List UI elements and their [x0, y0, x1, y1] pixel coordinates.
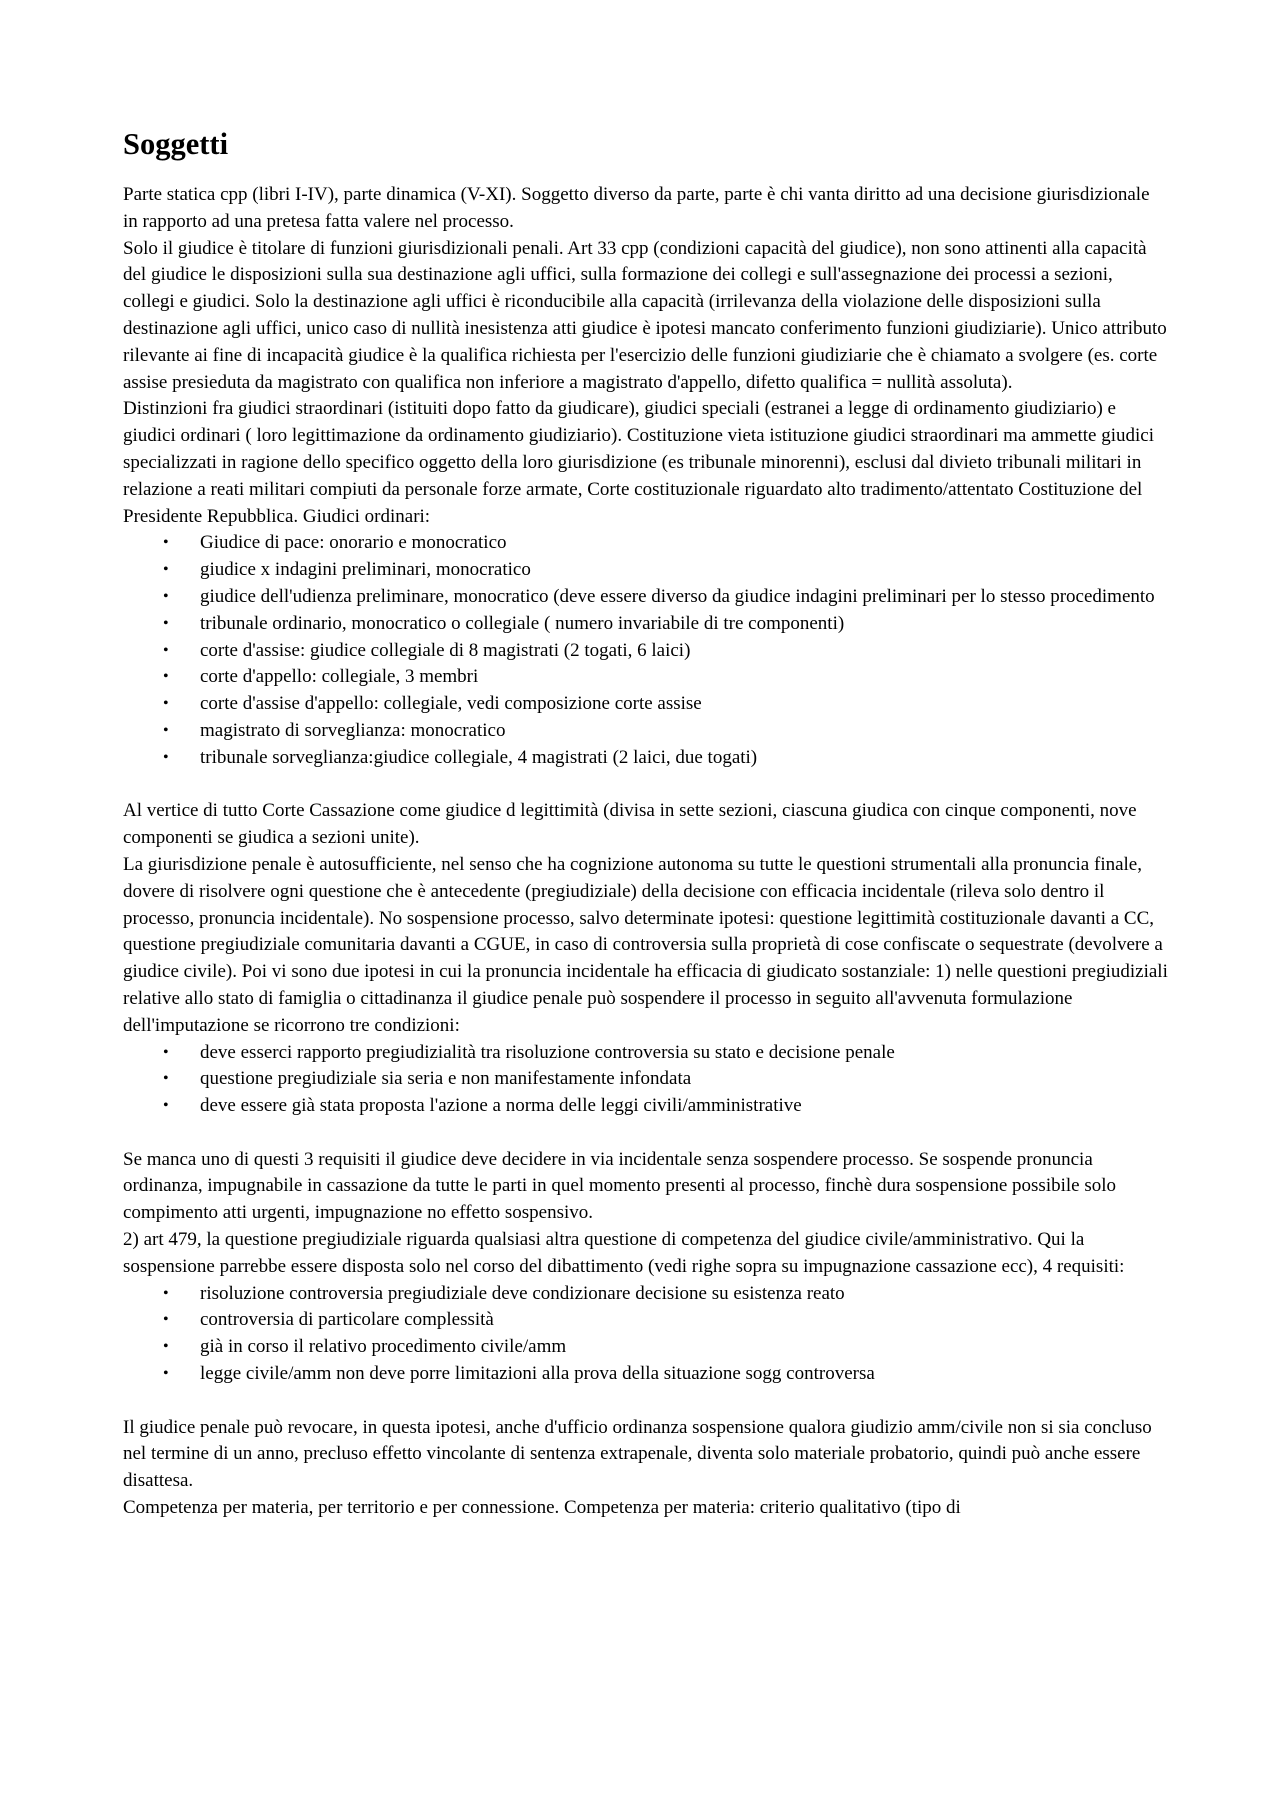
paragraph-distinzioni-giudici: Distinzioni fra giudici straordinari (istituiti dopo fatto da giudicare), giudici speciali (estranei a legge di ordinamento giudiziario) e giudici ordinari ( loro legittimazione da ordinamento giudiziario). Costituzione vieta istituzione giudici straordinari ma ammette giudici specializzati in ragione dello specifico oggetto della loro giurisdizione (es tribunale minorenni), esclusi dal divieto tribunali militari in relazione a reati militari compiuti da personale forze armate, Corte costituzionale riguardato alto tradimento/attentato Costituzione del Presidente Repubblica. Giudici ordinari: — [123, 398, 1155, 527]
bullet-icon: • — [163, 561, 169, 579]
list-item: • questione pregiudiziale sia seria e non manifestamente infondata — [123, 1066, 1168, 1093]
bullet-icon: • — [163, 1284, 169, 1302]
bullet-icon: • — [163, 1365, 169, 1383]
list-giudici-ordinari — [123, 530, 1168, 771]
bullet-icon: • — [163, 1311, 169, 1329]
list-item: • giudice x indagini preliminari, monocratico — [123, 557, 1168, 584]
page-title: Soggetti — [123, 127, 229, 161]
paragraph-corte-cassazione: Al vertice di tutto Corte Cassazione come giudice d legittimità (divisa in sette sezioni, ciascuna giudica con cinque componenti, nove componenti se giudica a sezioni unite). — [123, 800, 1137, 849]
list-item: • corte d'assise d'appello: collegiale, vedi composizione corte assise — [123, 691, 1168, 718]
bullet-icon: • — [163, 587, 169, 605]
paragraph-requisiti-mancanti: Se manca uno di questi 3 requisiti il giudice deve decidere in via incidentale senza sospendere processo. Se sospende pronuncia ordinanza, impugnabile in cassazione da tutte le parti in quel momento presenti al processo, finchè dura sospensione possibile solo compimento atti urgenti, impugnazione no effetto sospensivo. — [123, 1148, 1117, 1224]
list-item: • deve essere già stata proposta l'azione a norma delle leggi civili/amministrative — [123, 1093, 1168, 1120]
bullet-icon: • — [163, 1097, 169, 1115]
list-item: • risoluzione controversia pregiudiziale deve condizionare decisione su esistenza reato — [123, 1281, 1168, 1308]
list-item: • giudice dell'udienza preliminare, monocratico (deve essere diverso da giudice indagini preliminari per lo stesso procedimento — [123, 584, 1168, 611]
bullet-icon: • — [163, 668, 169, 686]
paragraph-giurisdizione-autosufficiente: La giurisdizione penale è autosufficiente, nel senso che ha cognizione autonoma su tutte le questioni strumentali alla pronuncia finale, dovere di risolvere ogni questione che è antecedente (pregiudiziale) della decisione con efficacia incidentale (rileva solo dentro il processo, pronuncia incidentale). No sospensione processo, salvo determinate ipotesi: questione legittimità costituzionale davanti a CC, questione pregiudiziale comunitaria davanti a CGUE, in caso di controversia sulla proprietà di cose confiscate o sequestrate (devolvere a giudice civile). Poi vi sono due ipotesi in cui la pronuncia incidentale ha efficacia di giudicato sostanziale: 1) nelle questioni pregiudiziali relative allo stato di famiglia o cittadinanza il giudice penale può sospendere il processo in seguito all'avvenuta formulazione dell'imputazione se ricorrono tre condizioni: — [123, 853, 1168, 1036]
bullet-icon: • — [163, 614, 169, 632]
paragraph-revoca-ordinanza: Il giudice penale può revocare, in questa ipotesi, anche d'ufficio ordinanza sospensione qualora giudizio amm/civile non si sia concluso nel termine di un anno, precluso effetto vincolante di sentenza extrapenale, diventa solo materiale probatorio, quindi può anche essere disattesa. — [123, 1416, 1152, 1492]
bullet-icon: • — [163, 641, 169, 659]
bullet-icon: • — [163, 721, 169, 739]
list-item: • tribunale sorveglianza:giudice collegiale, 4 magistrati (2 laici, due togati) — [123, 745, 1168, 772]
list-item: • magistrato di sorveglianza: monocratico — [123, 718, 1168, 745]
list-item: • Giudice di pace: onorario e monocratico — [123, 530, 1168, 557]
spacer — [123, 1120, 1168, 1147]
paragraph-parti: Parte statica cpp (libri I-IV), parte dinamica (V-XI). Soggetto diverso da parte, parte è chi vanta diritto ad una decisione giurisdizionale in rapporto ad una pretesa fatta valere nel processo. — [123, 184, 1150, 232]
list-condizioni-sospensione — [123, 1040, 1168, 1120]
paragraph-competenza: Competenza per materia, per territorio e per connessione. Competenza per materia: criterio qualitativo (tipo di — [123, 1497, 961, 1519]
list-item: • deve esserci rapporto pregiudizialità tra risoluzione controversia su stato e decisione penale — [123, 1040, 1168, 1067]
paragraph-capacita-giudice: Solo il giudice è titolare di funzioni giurisdizionali penali. Art 33 cpp (condizioni capacità del giudice), non sono attinenti alla capacità del giudice le disposizioni sulla sua destinazione agli uffici, sulla formazione dei collegi e sull'assegnazione dei processi a sezioni, collegi e giudici. Solo la destinazione agli uffici è riconducibile alla capacità (irrilevanza della violazione delle disposizioni sulla destinazione agli uffici, unico caso di nullità inesistenza atti giudice è ipotesi mancato conferimento funzioni giudiziarie). Unico attributo rilevante ai fine di incapacità giudice è la qualifica richiesta per l'esercizio delle funzioni giudiziarie che è chiamato a svolgere (es. corte assise presieduta da magistrato con qualifica non inferiore a magistrato d'appello, difetto qualifica = nullità assoluta). — [123, 237, 1167, 393]
list-requisiti-art-479 — [123, 1281, 1168, 1388]
spacer — [123, 1388, 1168, 1415]
bullet-icon: • — [163, 1043, 169, 1061]
bullet-icon: • — [163, 1338, 169, 1356]
bullet-icon: • — [163, 534, 169, 552]
document-page — [123, 126, 1168, 1522]
spacer — [123, 772, 1168, 799]
list-item: • corte d'appello: collegiale, 3 membri — [123, 664, 1168, 691]
paragraph-art-479: 2) art 479, la questione pregiudiziale riguarda qualsiasi altra questione di competenza del giudice civile/amministrativo. Qui la sospensione parrebbe essere disposta solo nel corso del dibattimento (vedi righe sopra su impugnazione cassazione ecc), 4 requisiti: — [123, 1229, 1125, 1277]
list-item: • tribunale ordinario, monocratico o collegiale ( numero invariabile di tre componenti) — [123, 611, 1168, 638]
bullet-icon: • — [163, 1070, 169, 1088]
list-item: • legge civile/amm non deve porre limitazioni alla prova della situazione sogg controversa — [123, 1361, 1168, 1388]
list-item: • già in corso il relativo procedimento civile/amm — [123, 1334, 1168, 1361]
list-item: • corte d'assise: giudice collegiale di 8 magistrati (2 togati, 6 laici) — [123, 638, 1168, 665]
list-item: • controversia di particolare complessità — [123, 1307, 1168, 1334]
bullet-icon: • — [163, 695, 169, 713]
bullet-icon: • — [163, 748, 169, 766]
